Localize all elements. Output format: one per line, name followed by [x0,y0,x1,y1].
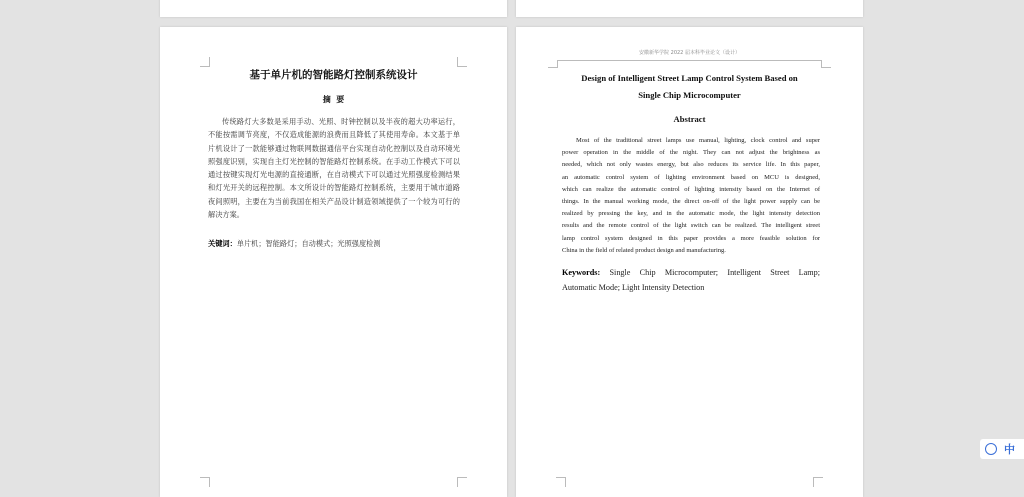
margin-corner [457,477,467,487]
ime-indicator[interactable] [980,439,1024,459]
page-title: 基于单片机的智能路灯控制系统设计 [249,69,418,81]
keywords-label: Keywords: [562,268,601,277]
abstract-heading: 摘 要 [322,95,345,104]
header-rule [558,60,821,61]
margin-corner [200,477,210,487]
abstract-line: 照强度识别，实现自主灯光控制的智能路灯控制系统。在手动工作模式下可以 [208,156,460,166]
margin-corner [548,60,558,68]
keywords-label: 关键词： [208,239,237,248]
page-chinese-abstract [160,27,507,497]
abstract-heading: Abstract [673,114,706,124]
title-line: Single Chip Microcomputer [638,90,741,100]
page-top-left [160,0,507,17]
abstract-line: needed, which not only wastes energy, but also reduces its service life. In this paper, [562,161,820,169]
abstract-line: Most of the traditional street lamps use manual, lighting, clock control and super [576,137,820,144]
abstract-line: 通过按键实现灯光电源的直接通断，在自动模式下可以通过光照强度检测结果 [208,170,460,180]
margin-corner [556,477,566,487]
abstract-line: realized by pressing the key, and in the automatic mode, the light intensity detection [562,210,820,218]
margin-corner [457,57,467,67]
abstract-line: China in the field of related product design and manufacturing. [562,246,726,254]
abstract-line: an automatic control system of lighting environment based on MCU is designed, [562,173,820,181]
keywords-line: Automatic Mode; Light Intensity Detection [562,283,705,292]
abstract-line: 和灯光开关的远程控制。本文所设计的智能路灯控制系统，主要用于城市道路 [208,183,460,193]
ime-mode[interactable]: 中 [1004,443,1015,456]
ime-icon [985,443,997,455]
keywords [562,265,820,295]
page-title [516,70,863,104]
page-top-right [516,0,863,17]
abstract-line: 不能按需调节亮度，不仅造成能源的浪费而且降低了其使用寿命。本文基于单 [208,130,460,140]
page-header: 安徽新华学院 2022 届本科毕业论文（设计） [639,50,740,56]
margin-corner [813,477,823,487]
abstract-line: 解决方案。 [208,210,244,220]
abstract-line: results and the remote control of the light switch can be realized. The intelligent street [562,222,820,230]
keywords-text: 单片机；智能路灯；自动模式；光照强度检测 [236,239,381,248]
abstract-line: power operation in the middle of the night. They can not adjust the brightness as [562,149,820,157]
abstract-line: 片机设计了一款能够通过物联网数据通信平台实现自动化控制以及自动环境光 [208,143,460,153]
keywords-text: Single Chip Microcomputer; Intelligent Street Lamp; [609,268,821,277]
abstract-line: 传统路灯大多数是采用手动、光照、时钟控制以及半夜的超大功率运行， [222,117,460,126]
keywords-line [562,265,820,280]
abstract-body [562,135,820,257]
margin-corner [821,60,831,68]
abstract-line: 夜间照明，主要在为当前我国在相关产品设计制造领域提供了一个较为可行的 [208,196,460,206]
abstract-line: which can realize the automatic control of lighting intensity based on the Internet of [562,185,820,193]
abstract-line: things. In the manual working mode, the direct on-off of the light power supply can be [562,198,820,206]
abstract-body [208,115,460,221]
keywords [208,239,381,249]
margin-corner [200,57,210,67]
abstract-line: lamp control system designed in this paper provides a more feasible solution for [562,234,820,242]
title-line: Design of Intelligent Street Lamp Control System Based on [581,73,798,83]
page-english-abstract [516,27,863,497]
